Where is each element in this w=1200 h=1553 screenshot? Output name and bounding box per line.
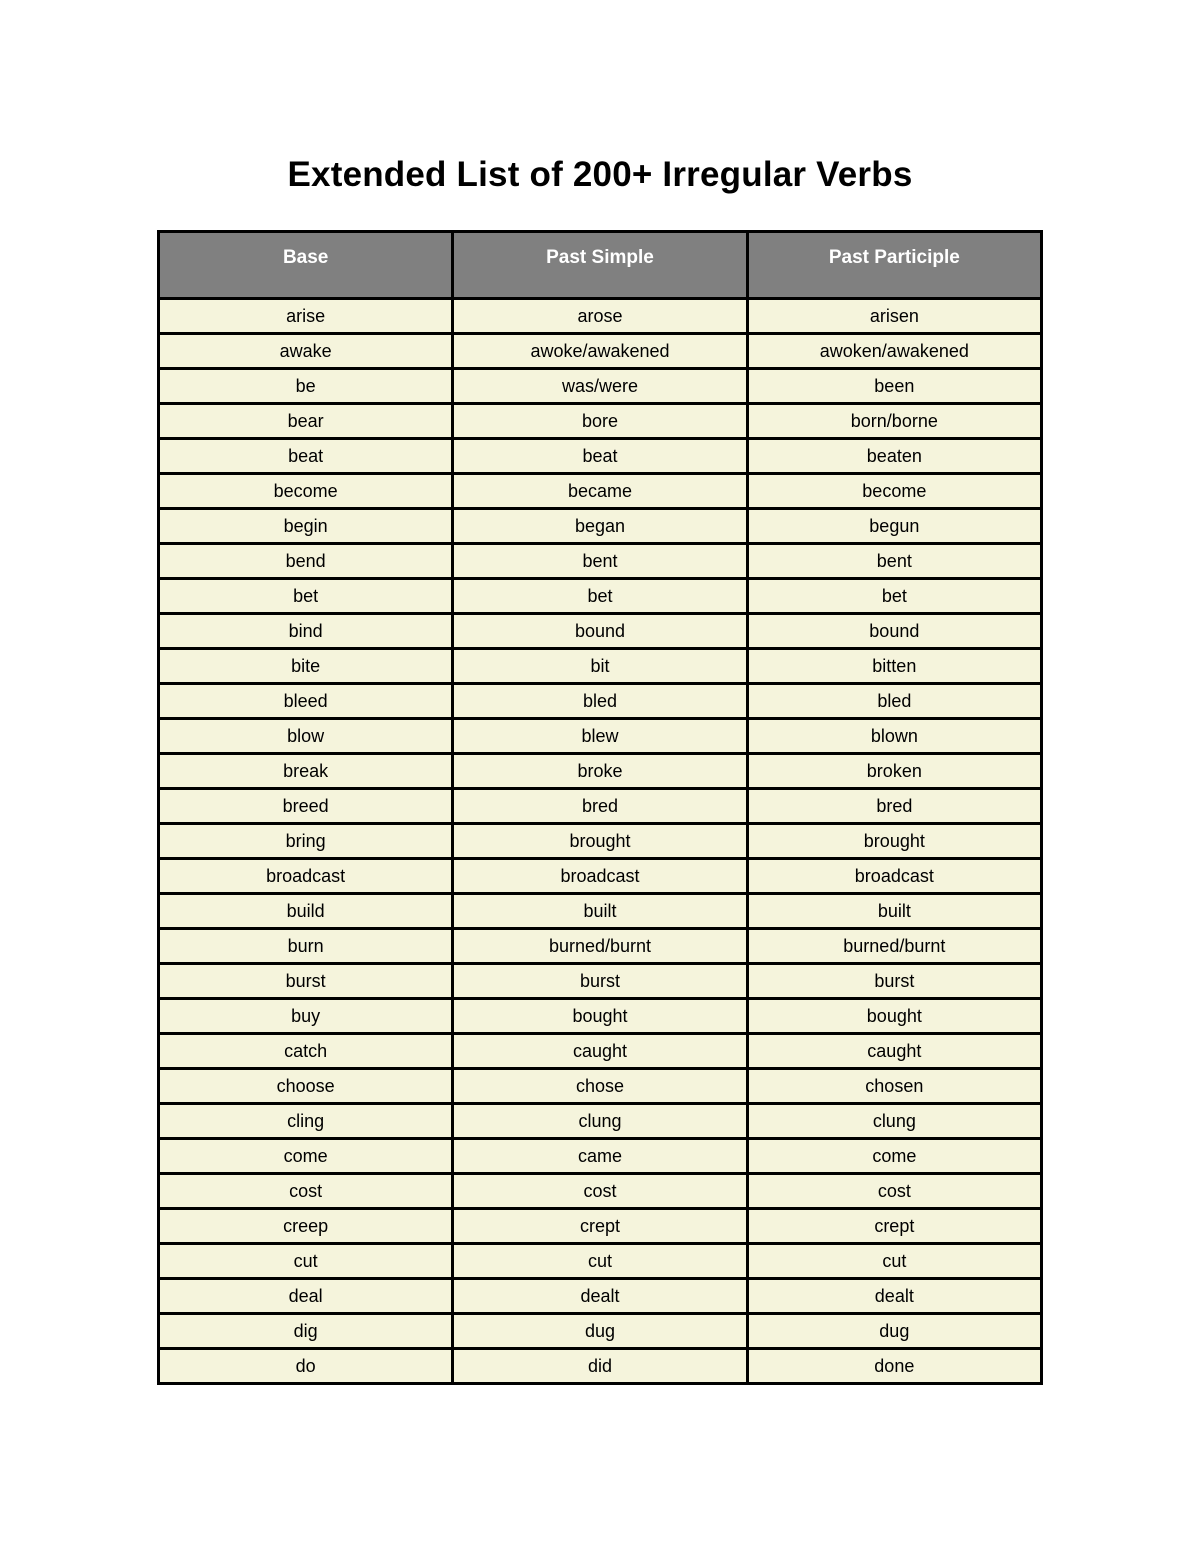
table-row xyxy=(159,1139,1042,1174)
cell-past-simple: cost xyxy=(453,1174,747,1209)
cell-past-simple: bought xyxy=(453,999,747,1034)
cell-past-simple: awoke/awakened xyxy=(453,334,747,369)
cell-past-participle: become xyxy=(747,474,1041,509)
cell-past-simple: built xyxy=(453,894,747,929)
table-row xyxy=(159,1244,1042,1279)
column-header-past-participle: Past Participle xyxy=(747,232,1041,299)
cell-past-participle: burned/burnt xyxy=(747,929,1041,964)
cell-base: cut xyxy=(159,1244,453,1279)
cell-past-simple: chose xyxy=(453,1069,747,1104)
cell-base: burn xyxy=(159,929,453,964)
cell-base: break xyxy=(159,754,453,789)
cell-base: cling xyxy=(159,1104,453,1139)
cell-base: choose xyxy=(159,1069,453,1104)
cell-base: bend xyxy=(159,544,453,579)
cell-past-participle: chosen xyxy=(747,1069,1041,1104)
table-row xyxy=(159,894,1042,929)
table-row xyxy=(159,824,1042,859)
cell-past-participle: bred xyxy=(747,789,1041,824)
cell-past-participle: done xyxy=(747,1349,1041,1384)
cell-base: broadcast xyxy=(159,859,453,894)
cell-past-participle: begun xyxy=(747,509,1041,544)
irregular-verbs-table xyxy=(157,230,1043,1385)
cell-past-simple: did xyxy=(453,1349,747,1384)
column-header-base: Base xyxy=(159,232,453,299)
cell-past-simple: bent xyxy=(453,544,747,579)
cell-past-participle: cost xyxy=(747,1174,1041,1209)
cell-past-simple: dealt xyxy=(453,1279,747,1314)
cell-past-participle: arisen xyxy=(747,299,1041,334)
cell-past-participle: brought xyxy=(747,824,1041,859)
cell-base: dig xyxy=(159,1314,453,1349)
cell-past-simple: crept xyxy=(453,1209,747,1244)
cell-past-simple: broadcast xyxy=(453,859,747,894)
cell-past-participle: bled xyxy=(747,684,1041,719)
cell-base: begin xyxy=(159,509,453,544)
table-row xyxy=(159,509,1042,544)
table-row xyxy=(159,929,1042,964)
cell-base: creep xyxy=(159,1209,453,1244)
cell-base: do xyxy=(159,1349,453,1384)
cell-past-simple: burned/burnt xyxy=(453,929,747,964)
cell-base: bite xyxy=(159,649,453,684)
cell-base: bind xyxy=(159,614,453,649)
cell-past-simple: broke xyxy=(453,754,747,789)
table-row xyxy=(159,334,1042,369)
table-row xyxy=(159,579,1042,614)
cell-base: bet xyxy=(159,579,453,614)
cell-past-simple: bore xyxy=(453,404,747,439)
table-row xyxy=(159,474,1042,509)
cell-past-simple: bred xyxy=(453,789,747,824)
cell-past-participle: burst xyxy=(747,964,1041,999)
cell-past-participle: bent xyxy=(747,544,1041,579)
table-row xyxy=(159,1104,1042,1139)
cell-past-simple: brought xyxy=(453,824,747,859)
cell-past-simple: burst xyxy=(453,964,747,999)
cell-past-simple: cut xyxy=(453,1244,747,1279)
cell-base: awake xyxy=(159,334,453,369)
cell-base: deal xyxy=(159,1279,453,1314)
column-header-past-simple: Past Simple xyxy=(453,232,747,299)
cell-past-simple: was/were xyxy=(453,369,747,404)
table-row xyxy=(159,1314,1042,1349)
cell-base: buy xyxy=(159,999,453,1034)
cell-past-participle: bet xyxy=(747,579,1041,614)
cell-past-participle: bitten xyxy=(747,649,1041,684)
cell-past-simple: dug xyxy=(453,1314,747,1349)
page-title: Extended List of 200+ Irregular Verbs xyxy=(287,155,913,194)
table-row xyxy=(159,789,1042,824)
table-row xyxy=(159,999,1042,1034)
cell-base: bear xyxy=(159,404,453,439)
cell-past-simple: came xyxy=(453,1139,747,1174)
cell-past-participle: dealt xyxy=(747,1279,1041,1314)
table-header-row xyxy=(159,232,1042,299)
cell-past-participle: cut xyxy=(747,1244,1041,1279)
cell-base: cost xyxy=(159,1174,453,1209)
table-body xyxy=(159,299,1042,1384)
cell-base: catch xyxy=(159,1034,453,1069)
cell-past-simple: arose xyxy=(453,299,747,334)
cell-base: burst xyxy=(159,964,453,999)
table-row xyxy=(159,964,1042,999)
table-row xyxy=(159,614,1042,649)
table-row xyxy=(159,369,1042,404)
table-row xyxy=(159,544,1042,579)
table-row xyxy=(159,1174,1042,1209)
cell-past-participle: blown xyxy=(747,719,1041,754)
table-row xyxy=(159,859,1042,894)
cell-past-simple: became xyxy=(453,474,747,509)
cell-base: come xyxy=(159,1139,453,1174)
table-row xyxy=(159,754,1042,789)
cell-past-participle: caught xyxy=(747,1034,1041,1069)
table-row xyxy=(159,1034,1042,1069)
cell-base: breed xyxy=(159,789,453,824)
cell-base: become xyxy=(159,474,453,509)
cell-past-simple: bled xyxy=(453,684,747,719)
cell-base: bring xyxy=(159,824,453,859)
cell-past-simple: bound xyxy=(453,614,747,649)
cell-past-participle: clung xyxy=(747,1104,1041,1139)
cell-base: be xyxy=(159,369,453,404)
table-row xyxy=(159,439,1042,474)
cell-past-participle: been xyxy=(747,369,1041,404)
cell-past-participle: born/borne xyxy=(747,404,1041,439)
table-row xyxy=(159,404,1042,439)
table-row xyxy=(159,1279,1042,1314)
cell-past-participle: broken xyxy=(747,754,1041,789)
cell-base: build xyxy=(159,894,453,929)
cell-past-participle: awoken/awakened xyxy=(747,334,1041,369)
cell-base: bleed xyxy=(159,684,453,719)
cell-past-simple: bet xyxy=(453,579,747,614)
cell-past-simple: clung xyxy=(453,1104,747,1139)
cell-past-participle: come xyxy=(747,1139,1041,1174)
cell-past-participle: crept xyxy=(747,1209,1041,1244)
cell-past-simple: bit xyxy=(453,649,747,684)
table-row xyxy=(159,649,1042,684)
table-row xyxy=(159,1069,1042,1104)
table-row xyxy=(159,1349,1042,1384)
cell-past-participle: bought xyxy=(747,999,1041,1034)
cell-past-participle: dug xyxy=(747,1314,1041,1349)
cell-base: arise xyxy=(159,299,453,334)
table-row xyxy=(159,684,1042,719)
cell-past-participle: beaten xyxy=(747,439,1041,474)
cell-past-simple: caught xyxy=(453,1034,747,1069)
table-row xyxy=(159,1209,1042,1244)
cell-past-participle: broadcast xyxy=(747,859,1041,894)
table-row xyxy=(159,719,1042,754)
cell-past-simple: beat xyxy=(453,439,747,474)
cell-past-participle: bound xyxy=(747,614,1041,649)
table-row xyxy=(159,299,1042,334)
cell-past-participle: built xyxy=(747,894,1041,929)
cell-past-simple: blew xyxy=(453,719,747,754)
cell-base: beat xyxy=(159,439,453,474)
cell-past-simple: began xyxy=(453,509,747,544)
cell-base: blow xyxy=(159,719,453,754)
